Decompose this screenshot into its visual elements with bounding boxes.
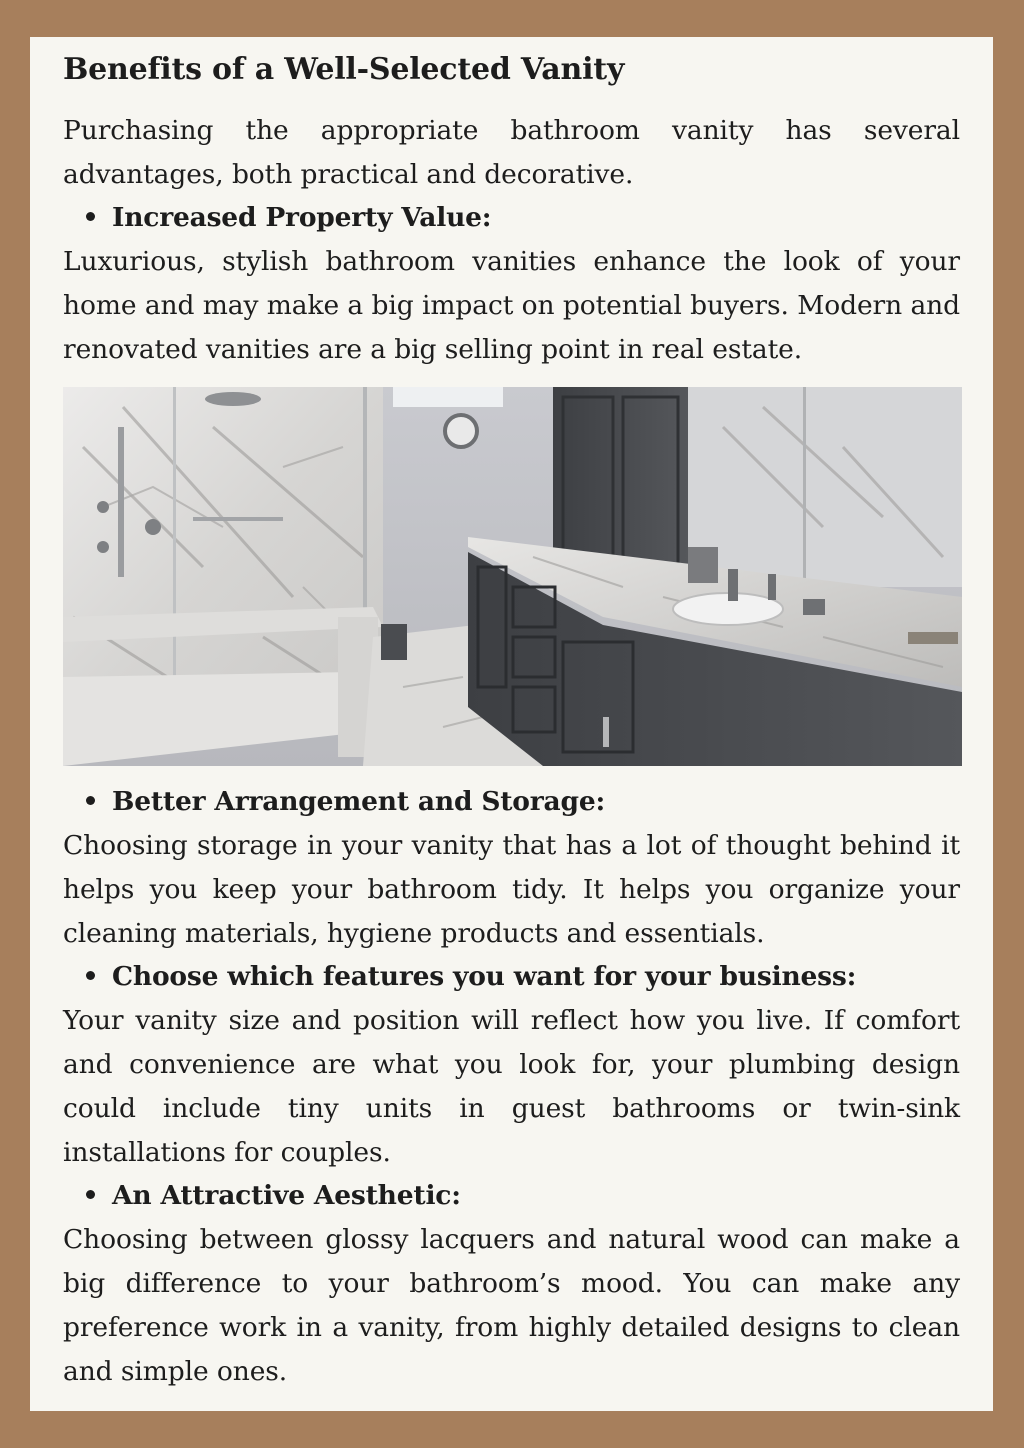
bullet-dot bbox=[86, 1190, 95, 1199]
bathroom-vanity-photo bbox=[63, 387, 962, 766]
storage-paragraph: Choosing storage in your vanity that has a lot of thought behind it helps you keep your bathroom tidy. It helps you organize your cleaning materials, hygiene products and essentials. bbox=[63, 830, 960, 949]
bullet-heading-aesthetic bbox=[86, 1174, 461, 1218]
bullet-heading-property-value bbox=[86, 196, 491, 240]
bullet-dot bbox=[86, 796, 95, 805]
bullet-dot bbox=[86, 971, 95, 980]
bullet-heading-label: Increased Property Value: bbox=[112, 202, 492, 233]
bathroom-illustration bbox=[63, 387, 962, 766]
aesthetic-paragraph: Choosing between glossy lacquers and natural wood can make a big difference to your bathroom’s mood. You can make any preference work in a vanity, from highly detailed designs to clean and simple ones. bbox=[63, 1224, 960, 1387]
bullet-heading-storage bbox=[86, 780, 605, 824]
bullet-heading-label: Better Arrangement and Storage: bbox=[112, 786, 606, 817]
bullet-heading-features bbox=[86, 955, 856, 999]
property-value-paragraph: Luxurious, stylish bathroom vanities enhance the look of your home and may make a big impact on potential buyers. Modern and renovated vanities are a big selling point in real estate. bbox=[63, 246, 960, 365]
features-paragraph: Your vanity size and position will reflect how you live. If comfort and convenience are what you look for, your plumbing design could include tiny units in guest bathrooms or twin-sink installations for couples. bbox=[63, 1005, 960, 1168]
page-title: Benefits of a Well-Selected Vanity bbox=[63, 52, 625, 87]
bullet-dot bbox=[86, 212, 95, 221]
intro-paragraph: Purchasing the appropriate bathroom vanity has several advantages, both practical and decorative. bbox=[63, 115, 960, 190]
content-card bbox=[30, 37, 993, 1411]
bullet-heading-label: Choose which features you want for your business: bbox=[112, 961, 857, 992]
bullet-heading-label: An Attractive Aesthetic: bbox=[112, 1180, 461, 1211]
